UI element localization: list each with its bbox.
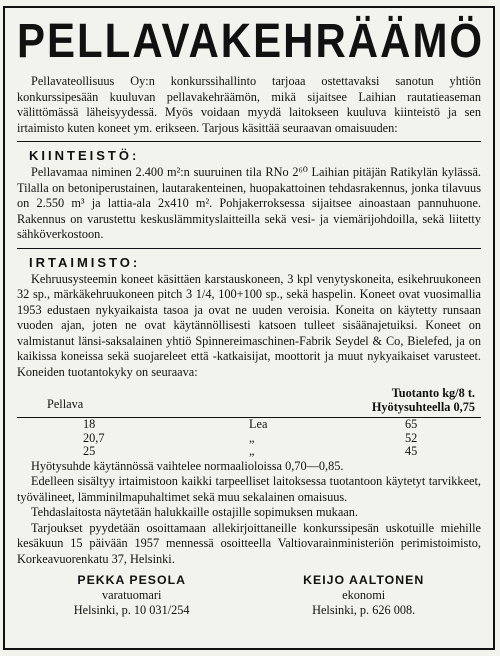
kiinteisto-text: Pellavamaa niminen 2.400 m²:n suuruinen tila RNo 2⁶⁰ Laihian pitäjän Ratikylän kylässä. Tilalla on betoniperustainen, lautarakenteinen, huopakattoinen tehdasrakennus, jonka tilavuus on 2.550 m³ ja lattia-ala 2x410 m². Pohjakerroksessa sijaitsee ainoastaan pannuhuone. Rakennus on varustettu keskuslämmityslaitteilla sekä vesi- ja viemärijohdoilla, sekä liitetty sähköverkostoon. — [17, 165, 481, 241]
signatures — [17, 573, 481, 618]
cell-tuotanto: 65 — [405, 417, 418, 431]
signature-block — [74, 573, 190, 618]
paragraph-equipment: Edelleen sisältyy irtaimistoon kaikki tarpeelliset laitoksessa tuotantoon käytetyt tarvikkeet, työvälineet, lämminilmapuhaltimet sekä muu sekalainen omaisuus. — [17, 474, 481, 504]
divider — [17, 248, 481, 249]
col-tuotanto-line2: Hyötysuhteella 0,75 — [371, 400, 475, 414]
cell-mid: „ — [249, 444, 255, 458]
table-row — [17, 418, 481, 432]
table-row — [17, 432, 481, 446]
paragraph-viewing: Tehdaslaitosta näytetään halukkaille ostajille sopimuksen mukaan. — [31, 505, 358, 519]
col-tuotanto — [372, 386, 481, 414]
cell-pellava: 20,7 — [83, 430, 105, 445]
intro-paragraph: Pellavateollisuus Oy:n konkurssihallinto tarjoaa ostettavaksi sanotun yhtiön konkurssipesään kuuluvan pellavakehräämön, mikä sijaitsee Laihian rautatieaseman välittömässä läheisyydessä. Myös voidaan myydä laitokseen kuuluva kiinteistö ja sen irtaimisto kuten koneet ym. erikseen. Tarjous käsittää seuraavan omaisuuden: — [17, 74, 481, 135]
signatory-title: ekonomi — [342, 588, 386, 602]
cell-mid: „ — [249, 430, 255, 445]
cell-pellava: 18 — [83, 417, 96, 431]
col-tuotanto-line1: Tuotanto kg/8 t. — [391, 386, 475, 400]
col-pellava: Pellava — [47, 397, 84, 411]
efficiency-text: Hyötysuhde käytännössä vaihtelee normaalioloissa 0,70—0,85. — [31, 458, 344, 473]
advertisement — [3, 6, 495, 650]
kiinteisto-heading: KIINTEISTÖ: — [29, 148, 140, 163]
signature-block — [303, 573, 424, 618]
signatory-name: KEIJO AALTONEN — [303, 573, 425, 587]
signatory-address: Helsinki, p. 626 008. — [312, 603, 416, 617]
irtaimisto-text: Kehruusysteemin koneet käsittäen karstauskoneen, 3 kpl venytyskoneita, esikehruukoneen 32 sp., märkäkehruukoneen pitch 3 1/4, 100+100 sp., sekä haspelin. Koneet ovat vuosimallia 1953 edustaen nykyaikaista tasoa ja ovat ne uuden veroisia. Koneita on käytetty runsaan vuoden ajan, joten ne ovat käytännöllisesti katsoen tulleet sisäänajetuiksi. Koneet on valmistanut länsi-saksalainen yhtiö Spinnereimaschinen-Fabrik Seydel & Co, Bielefed, ja on kaikissa koneissa sekä suojareleet että -katkaisijat, moottorit ja muut nykyaikaiset varusteet. Koneiden tuotantokyky on seuraava: — [17, 271, 481, 379]
divider — [17, 141, 481, 142]
headline: PELLAVAKEHRÄÄMÖ — [17, 13, 485, 68]
irtaimisto-heading: IRTAIMISTO: — [29, 254, 141, 270]
cell-mid: Lea — [249, 417, 268, 431]
cell-tuotanto: 52 — [405, 430, 418, 445]
cell-tuotanto: 45 — [405, 444, 418, 458]
paragraph-offers: Tarjoukset pyydetään osoittamaan allekirjoittaneille konkurssipesän uskotuille miehille kesäkuun 15 päivään 1957 mennessä osoitteella Valtiovarainministeriön perimistoimisto, Korkeavuorenkatu 37, Helsinki. — [17, 520, 481, 566]
table-row — [17, 445, 481, 459]
signatory-name: PEKKA PESOLA — [77, 573, 186, 587]
cell-pellava: 25 — [83, 444, 96, 458]
signatory-address: Helsinki, p. 10 031/254 — [73, 603, 190, 617]
production-table-header — [17, 386, 481, 414]
signatory-title: varatuomari — [101, 588, 162, 602]
